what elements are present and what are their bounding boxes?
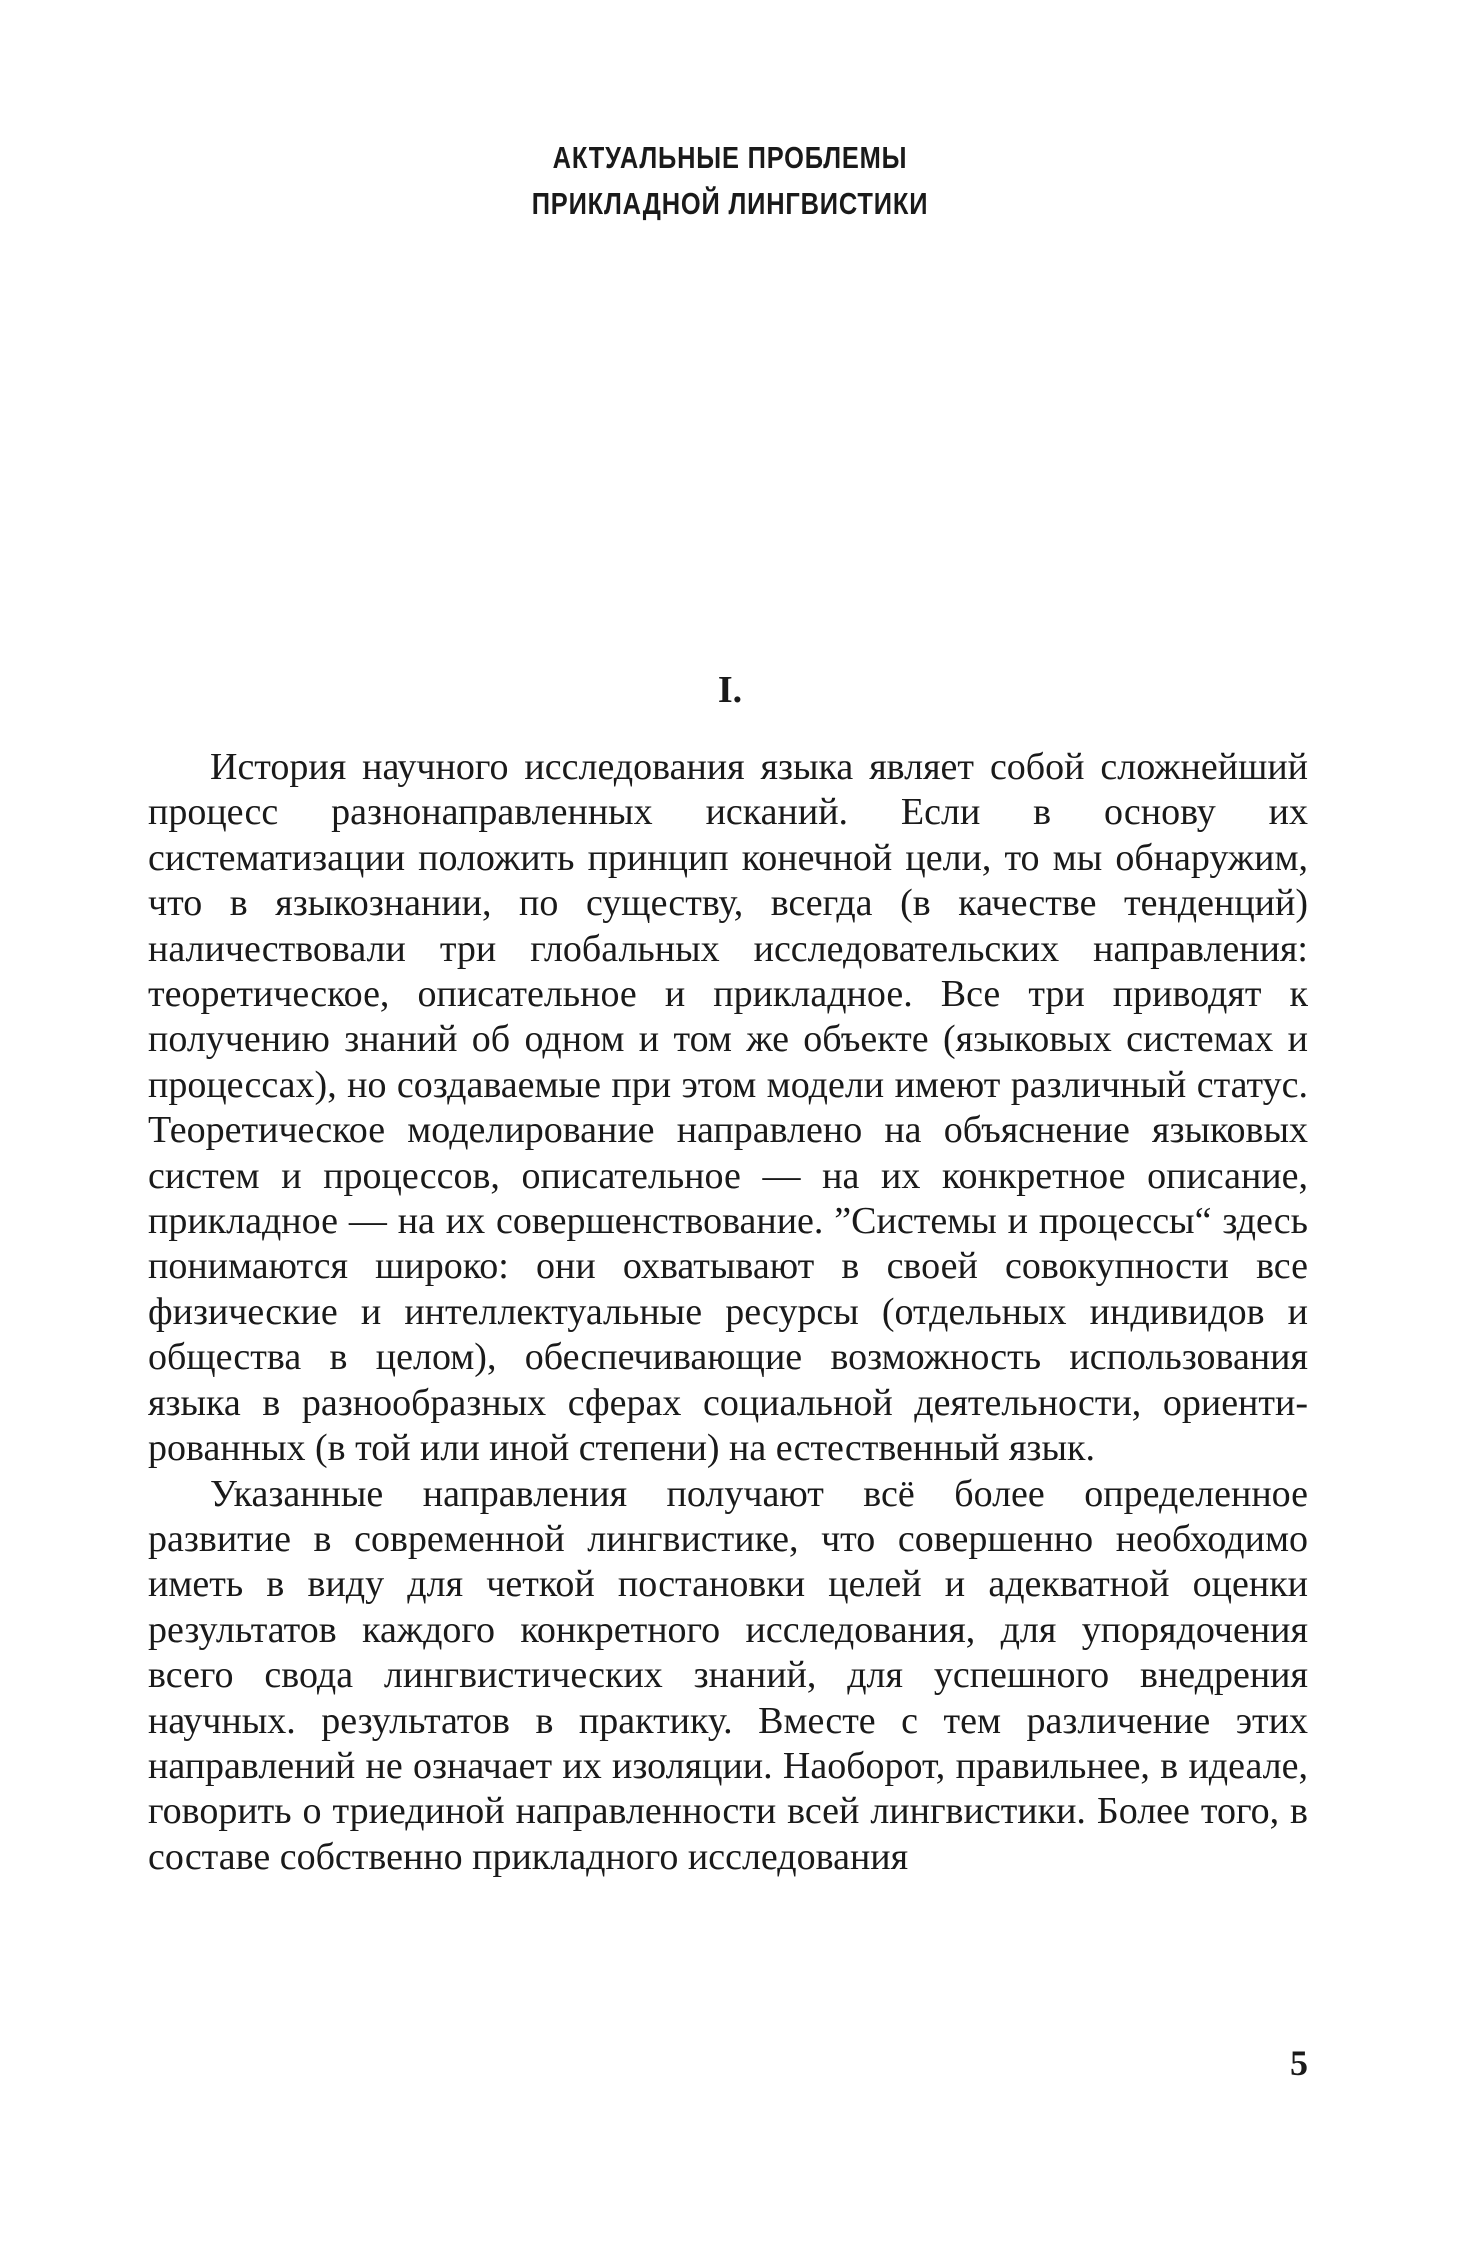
body-text xyxy=(148,745,1308,1880)
title-line-2: ПРИКЛАДНОЙ ЛИНГВИСТИКИ xyxy=(531,186,929,221)
paragraph-2: Указанные направления получают всё более определенное развитие в современной лингвистике, что совершенно необходимо иметь в виду для четкой постановки целей и адекватной оценки результатов каждого конкретного исследования, для упорядочения всего свода лингвистических знаний, для успешного внедрения научных. результатов в практику. Вместе с тем различение этих направлений не означает их изоляции. Наоборот, правильнее, в идеале, говорить о триединой направленности всей лингвистики. Более того, в составе собственно прикладного исследования xyxy=(148,1472,1308,1878)
section-number: I. xyxy=(717,669,743,711)
page-number: 5 xyxy=(1290,2043,1308,2083)
page-title xyxy=(131,135,1328,227)
paragraph-1: История научного исследования языка являет собой сложнейший процесс разнонаправленных исканий. Если в основу их систематизации положить принцип конечной цели, то мы обнаружим, что в языкознании, по существу, всегда (в качестве тенденций) наличествовали три глобальных исследовательских направления: теоретическое, описательное и прикладное. Все три приводят к получению знаний об одном и том же объекте (языковых системах и процессах), но создаваемые при этом модели имеют различный статус. Теоретическое моделирование направлено на объяснение языковых систем и процессов, описательное — на их конкретное описание, прикладное — на их совершенствование. ”Системы и процессы“ здесь понимаются широко: они охватывают в своей совокупности все физические и интеллектуальные ресурсы (отдельных индивидов и общества в целом), обеспечивающие возможность использования языка в разнообразных сферах социальной деятельности, ориентированных (в той или иной степени) на естественный язык. xyxy=(148,746,1308,1470)
title-line-1: АКТУАЛЬНЫЕ ПРОБЛЕМЫ xyxy=(552,140,908,175)
